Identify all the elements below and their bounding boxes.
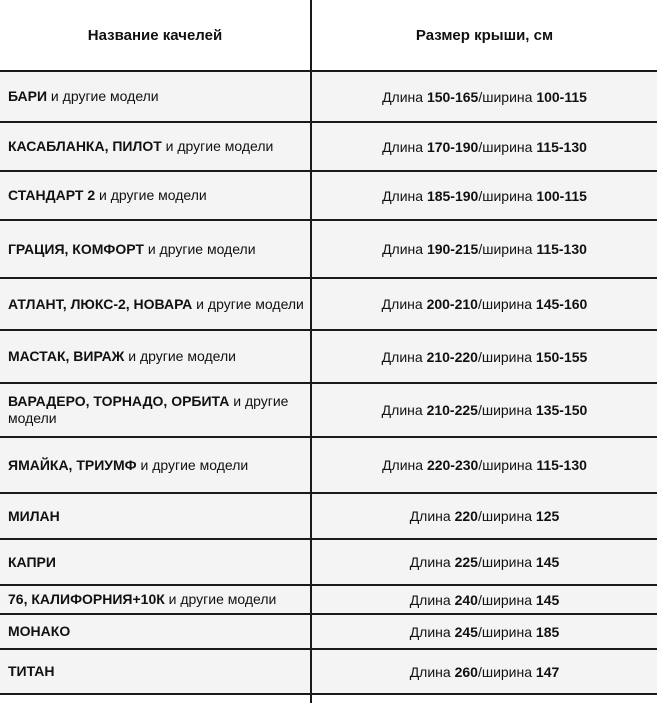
model-names: МИЛАН [8, 507, 60, 524]
length-value: 260 [454, 663, 478, 680]
width-value: 100-115 [536, 88, 587, 105]
width-value: 100-115 [536, 187, 587, 204]
table-row [0, 383, 657, 437]
roof-size [311, 614, 657, 649]
swing-name [0, 539, 311, 585]
length-value: 245 [454, 623, 478, 640]
length-label: Длина [382, 138, 427, 155]
model-suffix: и другие модели [161, 138, 274, 154]
model-names: МОНАКО [8, 623, 71, 639]
width-label: /ширина [477, 663, 536, 680]
width-label: /ширина [478, 88, 537, 105]
width-value: 147 [535, 663, 560, 680]
swing-name [0, 614, 311, 649]
roof-size [311, 220, 657, 278]
model-names: КАПРИ [8, 553, 56, 570]
model-names: ГРАЦИЯ, КОМФОРТ [8, 240, 144, 257]
width-value: 145 [535, 554, 560, 570]
length-value: 200-210 [426, 296, 478, 312]
roof-size [311, 585, 657, 614]
table-row [0, 437, 657, 493]
width-value: 125 [535, 508, 560, 524]
length-label: Длина [409, 554, 455, 570]
width-label: /ширина [478, 187, 537, 204]
swing-name [0, 71, 311, 122]
swing-name [0, 122, 311, 171]
roof-size [311, 171, 657, 220]
table-row [0, 539, 657, 585]
length-label: Длина [409, 623, 455, 640]
roof-size [311, 122, 657, 171]
length-value: 220-230 [426, 457, 479, 473]
table-row [0, 122, 657, 171]
model-names: МАСТАК, ВИРАЖ [8, 348, 125, 364]
model-names: 76, КАЛИФОРНИЯ+10К [8, 591, 165, 607]
width-label: /ширина [477, 348, 536, 365]
width-label: /ширина [477, 296, 536, 312]
width-value: 145 [535, 591, 560, 608]
table-row [0, 330, 657, 383]
roof-size [311, 539, 657, 585]
swing-name [0, 171, 311, 220]
table-row [0, 493, 657, 539]
model-suffix: и другие модели [136, 456, 249, 473]
width-value: 115-130 [536, 241, 587, 257]
table-row [0, 71, 657, 122]
length-value: 190-215 [426, 241, 479, 257]
swing-name [0, 493, 311, 539]
header-size: Размер крыши, см [311, 0, 657, 71]
swing-name [0, 437, 311, 493]
length-label: Длина [381, 402, 427, 418]
swing-name [0, 649, 311, 694]
width-label: /ширина [478, 241, 537, 257]
model-names: БАРИ [8, 88, 48, 104]
header-row [0, 0, 657, 71]
swing-name [0, 383, 311, 437]
swing-name [0, 585, 311, 614]
width-value: 135-150 [535, 402, 588, 418]
roof-size [311, 437, 657, 493]
width-label: /ширина [477, 623, 536, 640]
length-label: Длина [381, 348, 427, 365]
roof-size [311, 493, 657, 539]
length-value: 210-220 [426, 348, 478, 365]
model-suffix: и другие модели [47, 88, 159, 104]
length-label: Длина [381, 296, 427, 312]
width-value: 115-130 [536, 457, 587, 473]
model-names: ЯМАЙКА, ТРИУМФ [8, 456, 137, 473]
length-label: Длина [382, 187, 427, 204]
header-name: Название качелей [0, 0, 311, 71]
width-value: 145-160 [535, 296, 588, 312]
table-row [0, 614, 657, 649]
width-label: /ширина [477, 402, 536, 418]
roof-size [311, 71, 657, 122]
length-value: 150-165 [426, 88, 479, 105]
model-names: ТИТАН [8, 663, 55, 679]
roof-size [311, 649, 657, 694]
model-suffix: и другие модели [124, 348, 236, 364]
width-label: /ширина [478, 138, 537, 155]
tail-cell [311, 694, 657, 703]
width-label: /ширина [477, 508, 536, 524]
model-suffix: и другие модели [192, 295, 304, 312]
width-label: /ширина [477, 554, 536, 570]
width-label: /ширина [477, 591, 536, 608]
width-value: 150-155 [535, 348, 588, 365]
length-label: Длина [409, 508, 455, 524]
length-label: Длина [409, 591, 455, 608]
table-row [0, 171, 657, 220]
table-row [0, 278, 657, 330]
length-value: 220 [454, 508, 478, 524]
length-label: Длина [382, 88, 427, 105]
table-row [0, 585, 657, 614]
model-names: КАСАБЛАНКА, ПИЛОТ [8, 138, 162, 154]
table-row [0, 220, 657, 278]
length-value: 240 [454, 591, 478, 608]
model-suffix: и другие модели [8, 393, 289, 426]
model-names: ВАРАДЕРО, ТОРНАДО, ОРБИТА [8, 393, 230, 409]
length-value: 210-225 [426, 402, 478, 418]
model-names: АТЛАНТ, ЛЮКС-2, НОВАРА [8, 295, 193, 312]
width-value: 115-130 [536, 138, 587, 155]
swing-name [0, 278, 311, 330]
model-suffix: и другие модели [143, 240, 256, 257]
model-names: СТАНДАРТ 2 [8, 187, 96, 203]
swing-name [0, 220, 311, 278]
length-value: 185-190 [426, 187, 479, 204]
length-label: Длина [382, 457, 427, 473]
roof-size [311, 278, 657, 330]
length-label: Длина [382, 241, 427, 257]
width-label: /ширина [478, 457, 537, 473]
model-suffix: и другие модели [95, 187, 207, 203]
length-value: 225 [454, 554, 478, 570]
model-suffix: и другие модели [164, 591, 277, 607]
table-row [0, 649, 657, 694]
roof-size [311, 330, 657, 383]
length-value: 170-190 [426, 138, 479, 155]
tail-cell [0, 694, 311, 703]
width-value: 185 [535, 623, 560, 640]
swing-name [0, 330, 311, 383]
roof-size [311, 383, 657, 437]
length-label: Длина [409, 663, 455, 680]
